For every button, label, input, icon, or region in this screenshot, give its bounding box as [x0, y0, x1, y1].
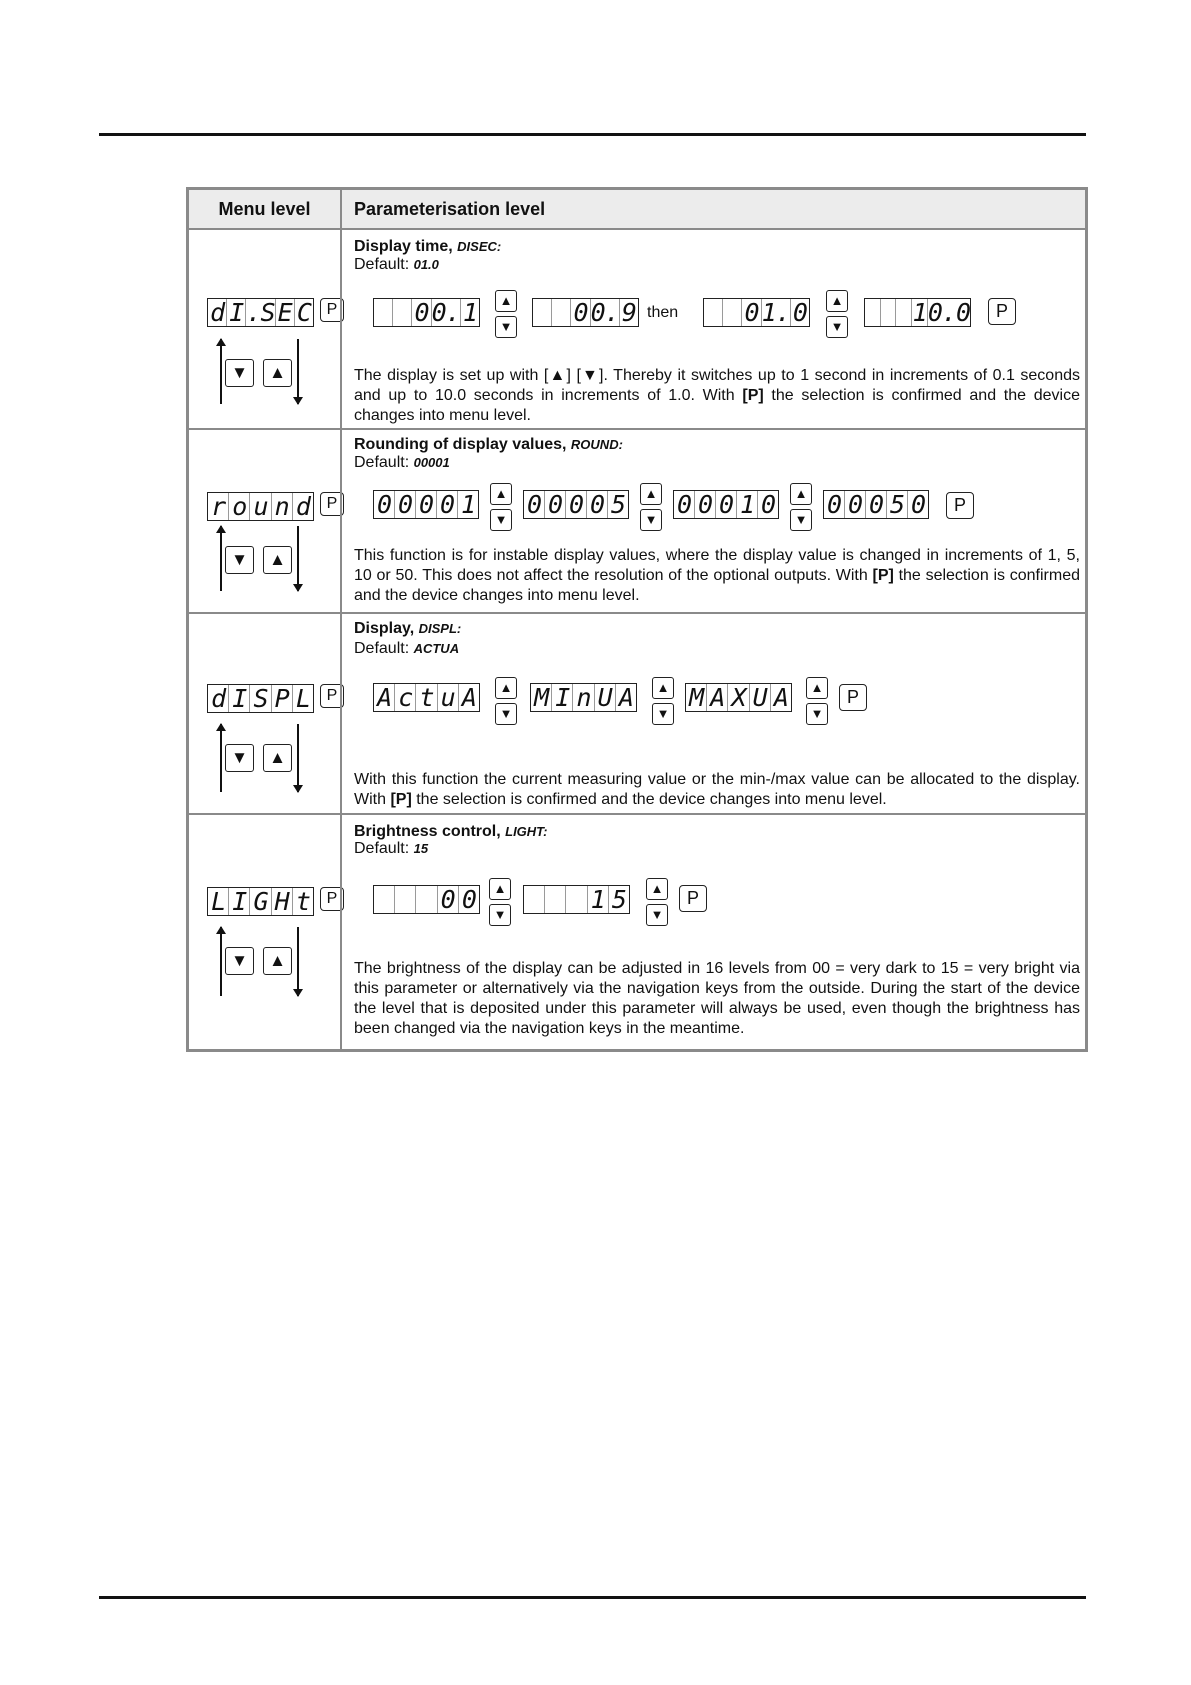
- display-digit: A: [374, 684, 395, 711]
- value-display: [685, 683, 792, 712]
- display-digit: I: [229, 888, 250, 915]
- up-key-icon: ▲: [489, 878, 511, 900]
- display-digit: [374, 886, 395, 913]
- up-down-keys: [495, 290, 519, 342]
- display-digit: 0: [571, 299, 590, 326]
- row-display: [189, 614, 1085, 815]
- arrow-up-icon: [220, 339, 222, 404]
- menu-display-round: [207, 492, 314, 521]
- display-digit: 0: [866, 491, 887, 518]
- row-display-time: [189, 230, 1085, 430]
- display-digit: A: [461, 683, 476, 712]
- column-divider: [340, 190, 342, 1049]
- up-down-keys: [826, 290, 850, 342]
- param-code: DISEC:: [457, 239, 502, 254]
- display-digit: 0: [395, 491, 416, 518]
- display-digit: 0: [437, 491, 458, 518]
- display-digit: G: [250, 888, 271, 915]
- value-display: [523, 885, 630, 914]
- up-key-icon: ▲: [826, 290, 848, 312]
- default-line: Default: ACTUA: [354, 640, 460, 657]
- display-digit: 0: [742, 299, 761, 326]
- up-key: ▲: [263, 546, 292, 574]
- display-digit: 0: [461, 885, 476, 914]
- display-digit: 0: [824, 491, 845, 518]
- display-digit: .S: [246, 298, 275, 327]
- p-key: P: [839, 684, 867, 711]
- up-down-keys: [490, 483, 514, 535]
- down-key-icon: ▼: [826, 316, 848, 338]
- up-key: ▲: [263, 947, 292, 975]
- value-display: [532, 298, 639, 327]
- description: This function is for instable display values, where the display value is changed in increments of 1, 5, 10 or 50. This does not affect the resolution of the optional outputs. With [P] the selection is confirmed and the device changes into menu level.: [354, 547, 1080, 604]
- arrow-down-icon: [297, 339, 299, 404]
- default-value: 15: [413, 841, 429, 856]
- description: With this function the current measuring value or the min-/max value can be allocated to the display. With [P] the selection is confirmed and the device changes into menu level.: [354, 771, 1080, 808]
- display-digit: [896, 299, 912, 326]
- display-digit: 0: [438, 886, 459, 913]
- p-key: P: [988, 298, 1016, 325]
- display-digit: [374, 299, 393, 326]
- display-digit: 0: [587, 491, 608, 518]
- display-digit: U: [750, 684, 771, 711]
- p-key: P: [320, 887, 344, 911]
- display-digit: d: [208, 685, 229, 712]
- value-display: [673, 490, 779, 519]
- display-digit: 0: [566, 491, 587, 518]
- p-key: P: [320, 298, 344, 322]
- display-digit: I: [229, 685, 250, 712]
- display-digit: A: [773, 683, 788, 712]
- value-display: [823, 490, 929, 519]
- up-key-icon: ▲: [490, 483, 512, 505]
- arrow-down-icon: [297, 927, 299, 996]
- display-digit: c: [395, 684, 416, 711]
- up-key-icon: ▲: [495, 677, 517, 699]
- display-digit: [566, 886, 587, 913]
- down-key-icon: ▼: [806, 703, 828, 725]
- p-key: P: [946, 492, 974, 519]
- display-digit: 0: [792, 298, 807, 327]
- display-digit: I: [552, 684, 573, 711]
- up-key-icon: ▲: [806, 677, 828, 699]
- value-display: [523, 490, 629, 519]
- down-key: ▼: [225, 947, 254, 975]
- row-title: Display, DISPL:: [354, 620, 462, 637]
- display-digit: 5: [611, 885, 626, 914]
- up-key-icon: ▲: [640, 483, 662, 505]
- display-digit: 5: [610, 490, 626, 519]
- display-digit: [545, 886, 566, 913]
- display-digit: S: [250, 685, 271, 712]
- arrow-up-icon: [220, 927, 222, 996]
- display-digit: [723, 299, 742, 326]
- default-line: Default: 00001: [354, 454, 450, 471]
- parameterisation-level-heading: Parameterisation level: [354, 199, 546, 219]
- up-down-keys: [646, 878, 670, 930]
- p-key: P: [679, 885, 707, 912]
- arrow-down-icon: [297, 724, 299, 792]
- param-code: DISPL:: [418, 621, 462, 636]
- display-digit: C: [296, 298, 311, 327]
- up-down-keys: [640, 483, 664, 535]
- param-code: ROUND:: [570, 437, 623, 452]
- display-digit: 9: [621, 298, 636, 327]
- display-digit: X: [728, 684, 749, 711]
- p-key: P: [320, 492, 344, 516]
- display-digit: 1: [737, 491, 758, 518]
- display-digit: 0.0: [927, 298, 971, 327]
- display-digit: 0.: [431, 298, 460, 327]
- row-rounding: [189, 430, 1085, 614]
- up-key-icon: ▲: [495, 290, 517, 312]
- value-display: [373, 298, 480, 327]
- up-key: ▲: [263, 744, 292, 772]
- display-digit: 0: [545, 491, 566, 518]
- display-digit: t: [295, 887, 310, 916]
- down-key-icon: ▼: [640, 509, 662, 531]
- arrow-up-icon: [220, 724, 222, 792]
- header-rule: [99, 133, 1086, 136]
- menu-display-disec: [207, 298, 314, 327]
- display-digit: E: [276, 299, 295, 326]
- up-down-keys: [790, 483, 814, 535]
- down-key: ▼: [225, 359, 254, 387]
- display-digit: 1.: [761, 298, 790, 327]
- default-value: 01.0: [413, 257, 439, 272]
- display-digit: n: [573, 684, 594, 711]
- up-down-keys: [806, 677, 830, 729]
- display-digit: [416, 886, 437, 913]
- display-digit: 0: [760, 490, 776, 519]
- menu-display-displ: [207, 684, 314, 713]
- display-digit: 0: [845, 491, 866, 518]
- display-digit: L: [295, 684, 310, 713]
- down-key: ▼: [225, 546, 254, 574]
- display-digit: 1: [462, 298, 477, 327]
- display-digit: [881, 299, 897, 326]
- row-title: Display time, DISEC:: [354, 238, 502, 255]
- display-digit: A: [618, 683, 633, 712]
- display-digit: U: [595, 684, 616, 711]
- down-key-icon: ▼: [652, 703, 674, 725]
- up-key-icon: ▲: [646, 878, 668, 900]
- down-key-icon: ▼: [790, 509, 812, 531]
- display-digit: 1: [588, 886, 609, 913]
- footer-rule: [99, 1596, 1086, 1599]
- default-value: ACTUA: [413, 641, 460, 656]
- display-digit: M: [686, 684, 707, 711]
- display-digit: o: [229, 493, 250, 520]
- row-brightness: [189, 815, 1085, 1049]
- display-digit: 0: [716, 491, 737, 518]
- display-digit: 0: [416, 491, 437, 518]
- display-digit: 1: [912, 298, 927, 327]
- description: The display is set up with [▲] [▼]. Thereby it switches up to 1 second in increments of 0.1 seconds and up to 10.0 seconds in increments of 1.0. With [P] the selection is confirmed and the device changes into menu level.: [354, 367, 1081, 424]
- display-digit: t: [416, 684, 437, 711]
- value-display: [373, 885, 480, 914]
- arrow-down-icon: [297, 526, 299, 591]
- value-display: [373, 490, 479, 519]
- display-digit: H: [272, 888, 293, 915]
- display-digit: 1: [460, 490, 476, 519]
- down-key-icon: ▼: [490, 509, 512, 531]
- display-digit: P: [272, 685, 293, 712]
- display-digit: 0: [910, 490, 926, 519]
- display-digit: d: [208, 299, 227, 326]
- display-digit: [533, 299, 552, 326]
- display-digit: u: [438, 684, 459, 711]
- row-title: Brightness control, LIGHT:: [354, 823, 548, 840]
- up-key-icon: ▲: [652, 677, 674, 699]
- down-key-icon: ▼: [495, 703, 517, 725]
- display-digit: r: [208, 493, 229, 520]
- value-display: [703, 298, 810, 327]
- up-down-keys: [495, 677, 519, 729]
- value-display: [530, 683, 637, 712]
- value-display: [373, 683, 480, 712]
- down-key-icon: ▼: [495, 316, 517, 338]
- display-digit: [393, 299, 412, 326]
- then-label: then: [647, 304, 679, 321]
- down-key-icon: ▼: [646, 904, 668, 926]
- description: The brightness of the display can be adjusted in 16 levels from 00 = very dark to 15 = very bright via this parameter or alternatively via the navigation keys from the outside. During the start of the device the level that is deposited under this parameter will always be used, even though the brightness has been changed via the navigation keys in the meantime.: [354, 960, 1080, 1037]
- display-digit: 0: [374, 491, 395, 518]
- display-digit: [552, 299, 571, 326]
- up-down-keys: [652, 677, 676, 729]
- display-digit: L: [208, 888, 229, 915]
- row-title: Rounding of display values, ROUND:: [354, 436, 623, 453]
- default-line: Default: 15: [354, 840, 429, 857]
- display-digit: d: [295, 492, 310, 521]
- display-digit: u: [250, 493, 271, 520]
- up-key: ▲: [263, 359, 292, 387]
- table-header: [189, 190, 1085, 230]
- display-digit: 0: [412, 299, 431, 326]
- display-digit: 5: [887, 491, 908, 518]
- display-digit: M: [531, 684, 552, 711]
- display-digit: 0: [524, 491, 545, 518]
- display-digit: I: [227, 299, 246, 326]
- default-line: Default: 01.0: [354, 256, 439, 273]
- param-code: LIGHT:: [505, 824, 548, 839]
- menu-display-light: [207, 887, 314, 916]
- down-key: ▼: [225, 744, 254, 772]
- display-digit: [704, 299, 723, 326]
- display-digit: 0.: [590, 298, 619, 327]
- display-digit: 0: [674, 491, 695, 518]
- display-digit: [395, 886, 416, 913]
- display-digit: n: [272, 493, 293, 520]
- parameter-table: [186, 187, 1088, 1052]
- up-down-keys: [489, 878, 513, 930]
- up-key-icon: ▲: [790, 483, 812, 505]
- display-digit: 0: [695, 491, 716, 518]
- p-key: P: [320, 684, 344, 708]
- menu-level-heading: Menu level: [218, 199, 311, 219]
- display-digit: A: [707, 684, 728, 711]
- display-digit: [865, 299, 881, 326]
- value-display: [864, 298, 971, 327]
- display-digit: [524, 886, 545, 913]
- default-value: 00001: [413, 455, 450, 470]
- arrow-up-icon: [220, 526, 222, 591]
- down-key-icon: ▼: [489, 904, 511, 926]
